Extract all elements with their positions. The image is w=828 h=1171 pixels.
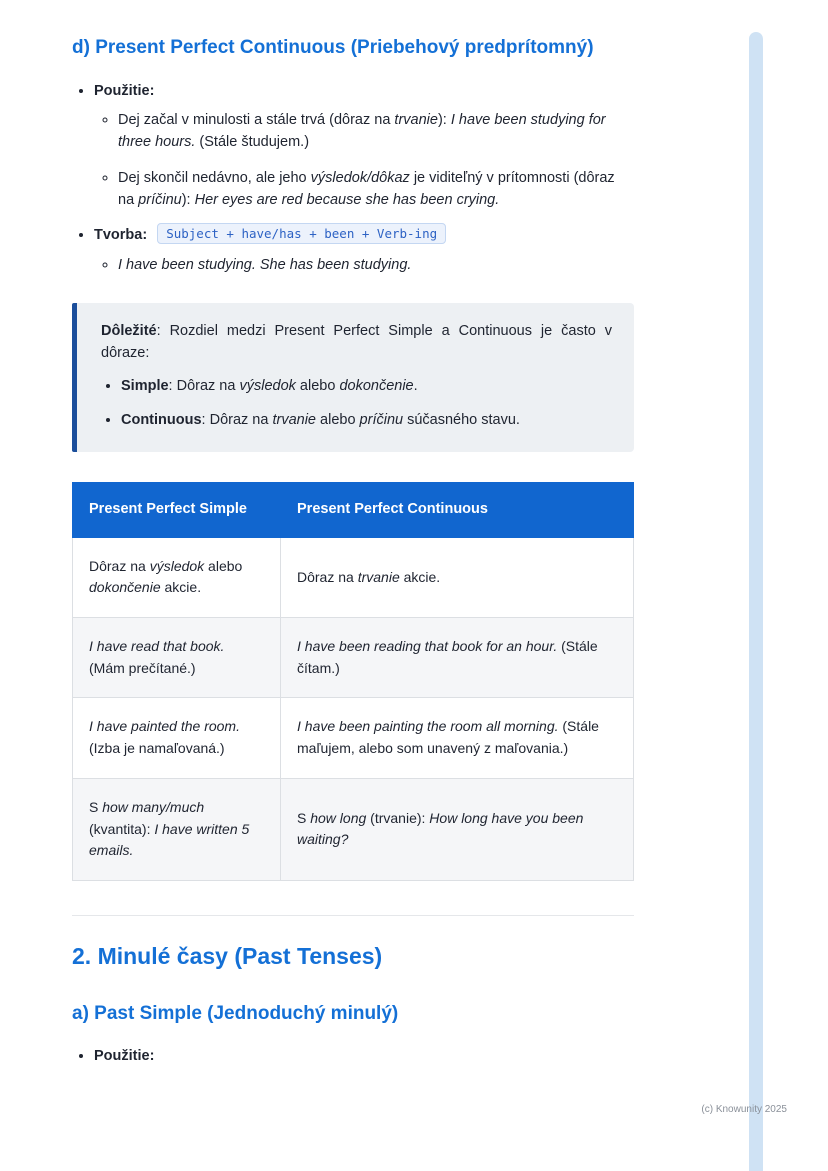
important-callout — [72, 303, 634, 452]
comparison-table — [72, 482, 634, 881]
table-row — [73, 618, 634, 698]
table-cell: I have read that book. (Mám prečítané.) — [73, 618, 281, 698]
table-header-row — [73, 482, 634, 537]
table-header-continuous: Present Perfect Continuous — [281, 482, 634, 537]
watermark: (c) Knowunity 2025 — [701, 1104, 787, 1115]
table-header-simple: Present Perfect Simple — [73, 482, 281, 537]
past-simple-usage-label: Použitie: — [94, 1048, 155, 1065]
table-cell: S how many/much (kvantita): I have written 5 emails. — [73, 778, 281, 880]
tvorba-bullet — [94, 225, 634, 277]
usage-bullet — [94, 81, 634, 212]
past-simple-list — [72, 1046, 634, 1068]
formula-code-chip: Subject + have/has + been + Verb-ing — [157, 223, 446, 244]
table-cell: S how long (trvanie): How long have you been waiting? — [281, 778, 634, 880]
table-cell: I have painted the room. (Izba je namaľovaná.) — [73, 698, 281, 778]
usage-item-duration: ◦ Dej začal v minulosti a stále trvá (dôraz na trvanie): I have been studying for three hours. (Stále študujem.) — [118, 110, 634, 154]
table-cell: Dôraz na výsledok alebo dokončenie akcie. — [73, 537, 281, 617]
callout-list — [101, 376, 612, 432]
tvorba-sublist — [94, 255, 634, 277]
section-d-list — [72, 81, 634, 277]
table-cell: I have been painting the room all morning. (Stále maľujem, alebo som unavený z maľovania.) — [281, 698, 634, 778]
past-simple-heading: a) Past Simple (Jednoduchý minulý) — [72, 1002, 399, 1024]
section-d-heading: d) Present Perfect Continuous (Priebehový predprítomný) — [72, 37, 594, 58]
usage-label: Použitie: — [94, 82, 155, 99]
table-row — [73, 537, 634, 617]
scrollbar-track[interactable] — [749, 32, 763, 1171]
usage-item-result: ◦ Dej skončil nedávno, ale jeho výsledok/dôkaz je viditeľný v prítomnosti (dôraz na príčinu): Her eyes are red because she has been crying. — [118, 168, 634, 212]
table-cell: Dôraz na trvanie akcie. — [281, 537, 634, 617]
past-simple-usage-bullet — [94, 1046, 634, 1068]
document-content — [72, 36, 634, 1082]
section-divider — [72, 915, 634, 916]
table-cell: I have been reading that book for an hour. (Stále čítam.) — [281, 618, 634, 698]
tvorba-label: Tvorba: — [94, 227, 148, 244]
table-row — [73, 778, 634, 880]
callout-item-simple: • Simple: Dôraz na výsledok alebo dokončenie. — [121, 376, 612, 398]
tvorba-example: ◦ I have been studying. She has been studying. — [118, 255, 634, 277]
callout-intro: Dôležité: Rozdiel medzi Present Perfect Simple a Continuous je často v dôraze: — [101, 322, 612, 361]
callout-item-continuous: • Continuous: Dôraz na trvanie alebo príčinu súčasného stavu. — [121, 410, 612, 432]
usage-sublist — [94, 110, 634, 211]
past-tenses-heading: 2. Minulé časy (Past Tenses) — [72, 942, 383, 969]
table-row — [73, 698, 634, 778]
